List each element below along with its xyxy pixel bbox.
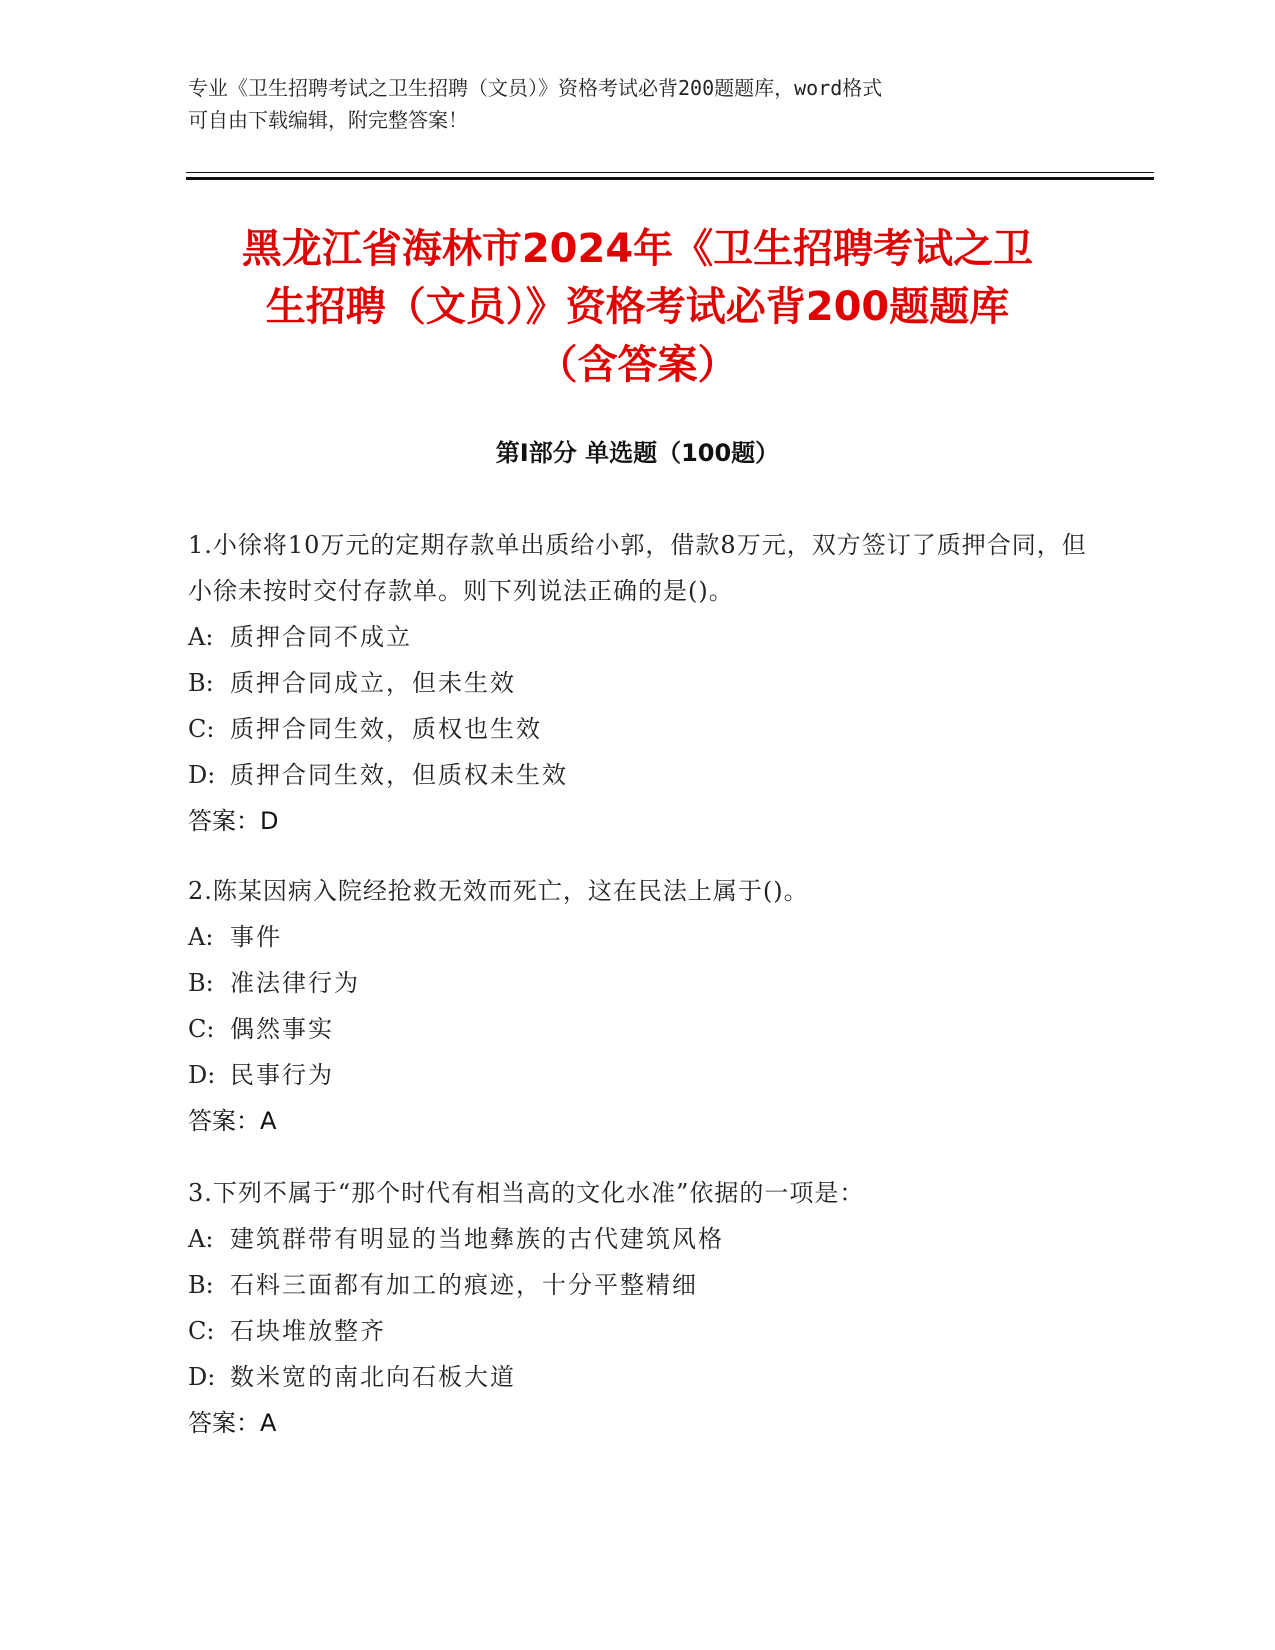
header-note bbox=[188, 72, 1088, 136]
question-option-c bbox=[188, 1006, 1088, 1052]
option-letter: C: bbox=[188, 1317, 215, 1345]
question-stem: 2.陈某因病入院经抢救无效而死亡，这在民法上属于()。 bbox=[188, 877, 809, 905]
document-title-line-2: 生招聘（文员）》资格考试必背200题题库 bbox=[265, 284, 1010, 330]
option-text: 民事行为 bbox=[230, 1061, 334, 1089]
question-3 bbox=[188, 1170, 1088, 1446]
option-letter: D: bbox=[188, 1061, 216, 1089]
option-text: 质押合同生效，质权也生效 bbox=[230, 715, 542, 743]
question-option-b bbox=[188, 1262, 1088, 1308]
question-answer: 答案：D bbox=[188, 807, 279, 835]
option-letter: B: bbox=[188, 1271, 214, 1299]
option-letter: A: bbox=[188, 623, 214, 651]
question-option-a bbox=[188, 614, 1088, 660]
option-letter: A: bbox=[188, 923, 214, 951]
header-note-line-2: 可自由下载编辑，附完整答案！ bbox=[188, 108, 468, 132]
option-text: 质押合同不成立 bbox=[230, 623, 412, 651]
option-letter: D: bbox=[188, 761, 216, 789]
question-option-a bbox=[188, 914, 1088, 960]
option-letter: D: bbox=[188, 1363, 216, 1391]
question-option-d bbox=[188, 752, 1088, 798]
header-divider-thin bbox=[186, 172, 1154, 173]
question-1 bbox=[188, 522, 1088, 844]
section-title: 第Ⅰ部分 单选题（100题） bbox=[495, 439, 780, 467]
option-text: 质押合同生效，但质权未生效 bbox=[230, 761, 568, 789]
question-option-b bbox=[188, 960, 1088, 1006]
header-note-line-1: 专业《卫生招聘考试之卫生招聘（文员）》资格考试必背200题题库，word格式 bbox=[188, 76, 883, 100]
option-text: 准法律行为 bbox=[230, 969, 360, 997]
header-divider-thick bbox=[186, 177, 1154, 180]
option-text: 质押合同成立，但未生效 bbox=[230, 669, 516, 697]
question-answer: 答案：A bbox=[188, 1409, 277, 1437]
question-stem: 3.下列不属于“那个时代有相当高的文化水准”依据的一项是： bbox=[188, 1179, 865, 1207]
option-text: 事件 bbox=[230, 923, 282, 951]
option-text: 石料三面都有加工的痕迹，十分平整精细 bbox=[230, 1271, 698, 1299]
question-option-c bbox=[188, 1308, 1088, 1354]
option-text: 数米宽的南北向石板大道 bbox=[230, 1363, 516, 1391]
option-text: 石块堆放整齐 bbox=[230, 1317, 386, 1345]
question-option-b bbox=[188, 660, 1088, 706]
option-letter: A: bbox=[188, 1225, 214, 1253]
question-option-a bbox=[188, 1216, 1088, 1262]
question-option-d bbox=[188, 1354, 1088, 1400]
question-stem: 1.小徐将10万元的定期存款单出质给小郭，借款8万元，双方签订了质押合同，但小徐未按时交付存款单。则下列说法正确的是()。 bbox=[188, 531, 1087, 605]
document-title bbox=[150, 220, 1125, 394]
option-letter: B: bbox=[188, 669, 214, 697]
option-text: 建筑群带有明显的当地彝族的古代建筑风格 bbox=[230, 1225, 724, 1253]
option-letter: C: bbox=[188, 1015, 215, 1043]
option-text: 偶然事实 bbox=[230, 1015, 334, 1043]
question-answer: 答案：A bbox=[188, 1107, 277, 1135]
document-title-line-1: 黑龙江省海林市2024年《卫生招聘考试之卫 bbox=[241, 226, 1034, 272]
document-title-line-3: （含答案） bbox=[537, 342, 738, 388]
question-option-c bbox=[188, 706, 1088, 752]
question-option-d bbox=[188, 1052, 1088, 1098]
option-letter: C: bbox=[188, 715, 215, 743]
question-2 bbox=[188, 868, 1088, 1144]
option-letter: B: bbox=[188, 969, 214, 997]
